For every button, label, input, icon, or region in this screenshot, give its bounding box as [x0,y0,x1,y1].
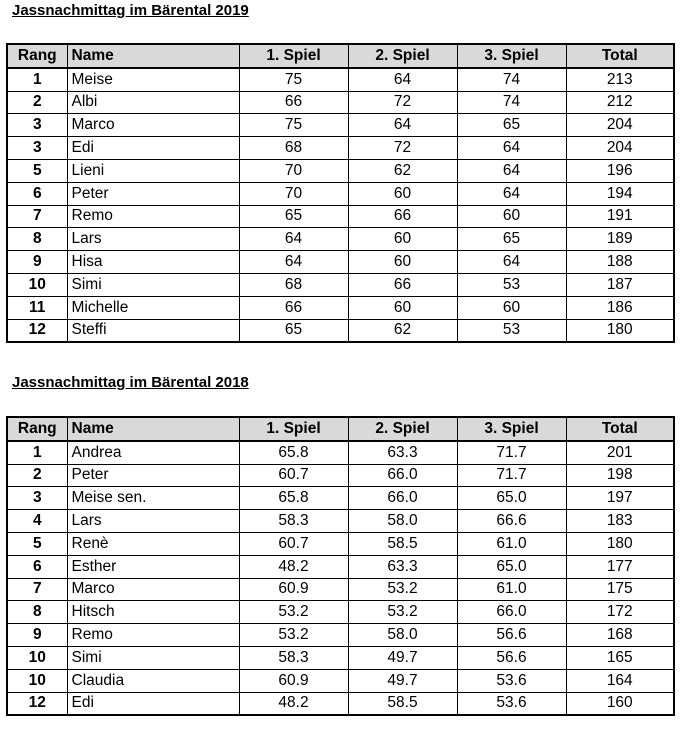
table-row [7,487,674,510]
spiel-3-cell: 56.6 [457,646,566,669]
name-cell: Remo [67,624,239,647]
name-cell: Edi [67,137,239,160]
rang-cell: 2 [7,91,67,114]
table-row [7,669,674,692]
spiel-1-cell: 65 [239,205,348,228]
spiel-2-cell: 60 [348,296,457,319]
rang-cell: 3 [7,487,67,510]
table-row [7,692,674,715]
name-cell: Simi [67,273,239,296]
rang-cell: 5 [7,532,67,555]
name-cell: Meise sen. [67,487,239,510]
table-row [7,532,674,555]
table-row [7,296,674,319]
name-cell: Peter [67,464,239,487]
table-row [7,68,674,91]
name-cell: Hitsch [67,601,239,624]
spiel-1-cell: 68 [239,273,348,296]
spiel-1-cell: 75 [239,68,348,91]
spiel-3-cell: 53.6 [457,692,566,715]
total-cell: 180 [566,319,674,342]
name-cell: Andrea [67,441,239,464]
spiel-2-cell: 66 [348,273,457,296]
spiel-3-cell: 61.0 [457,532,566,555]
total-cell: 160 [566,692,674,715]
spiel-3-cell: 53 [457,273,566,296]
spiel-3-cell: 53 [457,319,566,342]
rang-cell: 12 [7,319,67,342]
spiel-3-cell: 65 [457,228,566,251]
table-row [7,578,674,601]
table-row [7,251,674,274]
spiel-2-cell: 63.3 [348,555,457,578]
header-name: Name [67,44,239,68]
table-row [7,646,674,669]
total-cell: 197 [566,487,674,510]
title-2019: Jassnachmittag im Bärental 2019 [12,2,249,19]
header-total: Total [566,44,674,68]
spiel-1-cell: 58.3 [239,510,348,533]
spiel-3-cell: 66.0 [457,601,566,624]
table-row [7,228,674,251]
spiel-3-cell: 64 [457,251,566,274]
name-cell: Lars [67,228,239,251]
spiel-2-cell: 62 [348,159,457,182]
name-cell: Steffi [67,319,239,342]
header-row [7,44,674,68]
spiel-1-cell: 60.9 [239,669,348,692]
spiel-2-cell: 66 [348,205,457,228]
spiel-3-cell: 61.0 [457,578,566,601]
table-row [7,319,674,342]
total-cell: 165 [566,646,674,669]
spiel-1-cell: 75 [239,114,348,137]
spiel-2-cell: 63.3 [348,441,457,464]
spiel-3-cell: 65.0 [457,487,566,510]
results-table-2019 [6,43,675,343]
total-cell: 172 [566,601,674,624]
spiel-2-cell: 58.0 [348,510,457,533]
rang-cell: 9 [7,251,67,274]
spiel-2-cell: 49.7 [348,669,457,692]
total-cell: 164 [566,669,674,692]
spiel-2-cell: 60 [348,228,457,251]
rang-cell: 10 [7,646,67,669]
name-cell: Claudia [67,669,239,692]
rang-cell: 3 [7,114,67,137]
spiel-2-cell: 72 [348,91,457,114]
table-row [7,159,674,182]
rang-cell: 8 [7,228,67,251]
header-spiel-1: 1. Spiel [239,44,348,68]
name-cell: Simi [67,646,239,669]
spiel-3-cell: 64 [457,159,566,182]
spiel-1-cell: 53.2 [239,624,348,647]
spiel-3-cell: 56.6 [457,624,566,647]
title-2018: Jassnachmittag im Bärental 2018 [12,374,249,391]
spiel-2-cell: 53.2 [348,578,457,601]
spiel-1-cell: 68 [239,137,348,160]
total-cell: 212 [566,91,674,114]
spiel-1-cell: 66 [239,91,348,114]
total-cell: 204 [566,114,674,137]
total-cell: 204 [566,137,674,160]
rang-cell: 12 [7,692,67,715]
spiel-1-cell: 48.2 [239,692,348,715]
spiel-3-cell: 60 [457,296,566,319]
table-row [7,205,674,228]
table-row [7,624,674,647]
name-cell: Edi [67,692,239,715]
spiel-1-cell: 65.8 [239,487,348,510]
spiel-1-cell: 70 [239,182,348,205]
table-row [7,91,674,114]
table-row [7,555,674,578]
table-row [7,441,674,464]
header-name: Name [67,417,239,441]
name-cell: Albi [67,91,239,114]
total-cell: 177 [566,555,674,578]
spiel-2-cell: 64 [348,68,457,91]
name-cell: Meise [67,68,239,91]
spiel-3-cell: 64 [457,137,566,160]
rang-cell: 7 [7,578,67,601]
spiel-3-cell: 66.6 [457,510,566,533]
spiel-3-cell: 53.6 [457,669,566,692]
spiel-3-cell: 60 [457,205,566,228]
rang-cell: 9 [7,624,67,647]
spiel-1-cell: 60.9 [239,578,348,601]
spiel-3-cell: 65.0 [457,555,566,578]
name-cell: Lieni [67,159,239,182]
rang-cell: 8 [7,601,67,624]
rang-cell: 1 [7,68,67,91]
spiel-3-cell: 71.7 [457,441,566,464]
header-spiel-2: 2. Spiel [348,417,457,441]
spiel-1-cell: 60.7 [239,464,348,487]
spiel-1-cell: 65 [239,319,348,342]
rang-cell: 10 [7,669,67,692]
total-cell: 186 [566,296,674,319]
header-total: Total [566,417,674,441]
total-cell: 188 [566,251,674,274]
total-cell: 168 [566,624,674,647]
spiel-2-cell: 62 [348,319,457,342]
spiel-3-cell: 71.7 [457,464,566,487]
spiel-2-cell: 58.5 [348,532,457,555]
spiel-1-cell: 58.3 [239,646,348,669]
spiel-3-cell: 74 [457,68,566,91]
spiel-1-cell: 70 [239,159,348,182]
total-cell: 194 [566,182,674,205]
rang-cell: 6 [7,182,67,205]
name-cell: Hisa [67,251,239,274]
rang-cell: 1 [7,441,67,464]
table-row [7,114,674,137]
spiel-1-cell: 66 [239,296,348,319]
spiel-1-cell: 60.7 [239,532,348,555]
spiel-1-cell: 64 [239,251,348,274]
spiel-2-cell: 58.0 [348,624,457,647]
spiel-1-cell: 53.2 [239,601,348,624]
header-rang: Rang [7,417,67,441]
table-row [7,273,674,296]
spiel-2-cell: 66.0 [348,487,457,510]
rang-cell: 2 [7,464,67,487]
spiel-1-cell: 64 [239,228,348,251]
rang-cell: 4 [7,510,67,533]
header-row [7,417,674,441]
results-table-2018 [6,416,675,716]
total-cell: 187 [566,273,674,296]
name-cell: Esther [67,555,239,578]
spiel-2-cell: 72 [348,137,457,160]
spiel-2-cell: 58.5 [348,692,457,715]
spiel-2-cell: 66.0 [348,464,457,487]
spiel-3-cell: 65 [457,114,566,137]
total-cell: 175 [566,578,674,601]
table-row [7,510,674,533]
spiel-2-cell: 60 [348,251,457,274]
rang-cell: 5 [7,159,67,182]
total-cell: 198 [566,464,674,487]
spiel-1-cell: 48.2 [239,555,348,578]
total-cell: 213 [566,68,674,91]
spiel-1-cell: 65.8 [239,441,348,464]
header-rang: Rang [7,44,67,68]
rang-cell: 7 [7,205,67,228]
header-spiel-1: 1. Spiel [239,417,348,441]
header-spiel-3: 3. Spiel [457,417,566,441]
spiel-3-cell: 64 [457,182,566,205]
total-cell: 183 [566,510,674,533]
spiel-2-cell: 49.7 [348,646,457,669]
total-cell: 180 [566,532,674,555]
table-row [7,464,674,487]
header-spiel-3: 3. Spiel [457,44,566,68]
spiel-3-cell: 74 [457,91,566,114]
table-row [7,601,674,624]
spiel-2-cell: 64 [348,114,457,137]
name-cell: Peter [67,182,239,205]
rang-cell: 11 [7,296,67,319]
table-row [7,137,674,160]
total-cell: 196 [566,159,674,182]
name-cell: Marco [67,578,239,601]
total-cell: 201 [566,441,674,464]
rang-cell: 3 [7,137,67,160]
total-cell: 191 [566,205,674,228]
name-cell: Remo [67,205,239,228]
spiel-2-cell: 53.2 [348,601,457,624]
spiel-2-cell: 60 [348,182,457,205]
name-cell: Lars [67,510,239,533]
total-cell: 189 [566,228,674,251]
header-spiel-2: 2. Spiel [348,44,457,68]
name-cell: Marco [67,114,239,137]
rang-cell: 6 [7,555,67,578]
name-cell: Michelle [67,296,239,319]
rang-cell: 10 [7,273,67,296]
name-cell: Renè [67,532,239,555]
table-row [7,182,674,205]
